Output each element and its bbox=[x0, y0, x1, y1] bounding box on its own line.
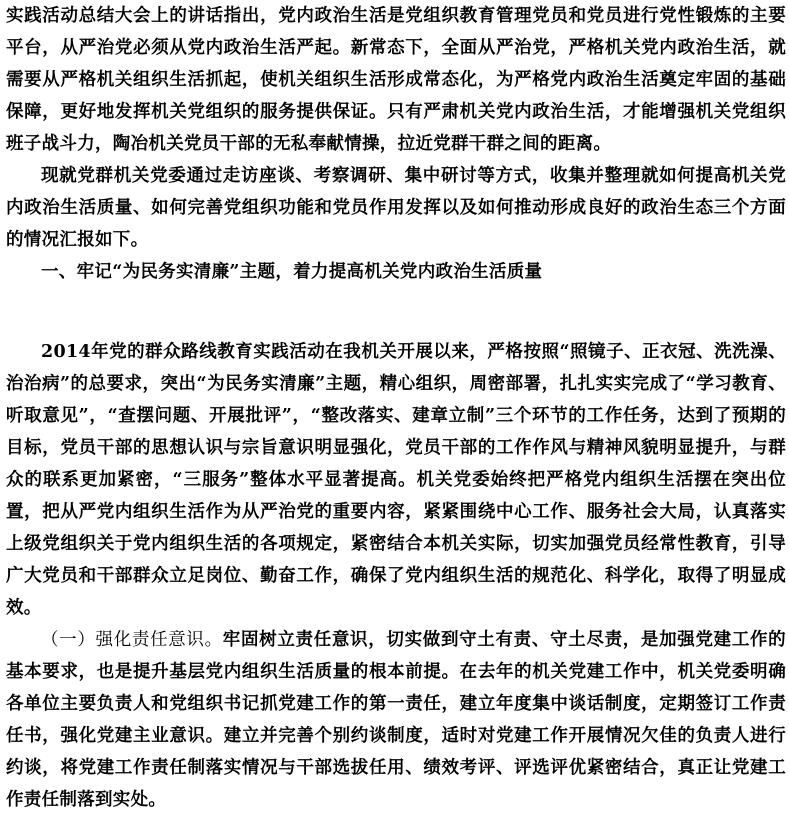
paragraph-responsibility bbox=[6, 624, 786, 816]
subsection-body: 牢固树立责任意识，切实做到守土有责、守土尽责，是加强党建工作的基本要求，也是提升基层党内组织生活质量的根本前提。在去年的机关党建工作中，机关党委明确各单位主要负责人和党组织书记抓党建工作的第一责任，建立年度集中谈话制度，定期签订工作责任书，强化党建主业意识。建立并完善个别约谈制度，适时对党建工作开展情况欠佳的负责人进行约谈，将党建工作责任制落实情况与干部选拔任用、绩效考评、评选评优紧密结合，真正让党建工作责任制落到实处。 bbox=[6, 630, 786, 810]
subsection-title: （一）强化责任意识。 bbox=[41, 630, 223, 650]
blank-space bbox=[6, 288, 786, 336]
document-body bbox=[6, 0, 786, 816]
paragraph-activity: 2014年党的群众路线教育实践活动在我机关开展以来，严格按照“照镜子、正衣冠、洗洗澡、治治病”的总要求，突出“为民务实清廉”主题，精心组织，周密部署，扎扎实实完成了“学习教育、听取意见”，“查摆问题、开展批评”，“整改落实、建章立制”三个环节的工作任务，达到了预期的目标，党员干部的思想认识与宗旨意识明显强化，党员干部的工作作风与精神风貌明显提升，与群众的联系更加紧密，“三服务”整体水平显著提高。机关党委始终把严格党内组织生活摆在突出位置，把从严党内组织生活作为从严治党的重要内容，紧紧围绕中心工作、服务社会大局，认真落实上级党组织关于党内组织生活的各项规定，紧密结合本机关实际，切实加强党员经常性教育，引导广大党员和干部群众立足岗位、勤奋工作，确保了党内组织生活的规范化、科学化，取得了明显成效。 bbox=[6, 342, 786, 618]
paragraph-summary: 现就党群机关党委通过走访座谈、考察调研、集中研讨等方式，收集并整理就如何提高机关党内政治生活质量、如何完善党组织功能和党员作用发挥以及如何推动形成良好的政治生态三个方面的情况汇报如下。 bbox=[6, 166, 786, 250]
section-heading-1: 一、牢记“为民务实清廉”主题，着力提高机关党内政治生活质量 bbox=[41, 262, 543, 282]
paragraph-intro: 实践活动总结大会上的讲话指出，党内政治生活是党组织教育管理党员和党员进行党性锻炼的主要平台，从严治党必须从党内政治生活严起。新常态下，全面从严治党，严格机关党内政治生活，就需要从严格机关组织生活抓起，使机关组织生活形成常态化，为严格党内政治生活奠定牢固的基础保障，更好地发挥机关党组织的服务提供保证。只有严肃机关党内政治生活，才能增强机关党组织班子战斗力，陶冶机关党员干部的无私奉献情操，拉近党群干群之间的距离。 bbox=[6, 6, 786, 154]
